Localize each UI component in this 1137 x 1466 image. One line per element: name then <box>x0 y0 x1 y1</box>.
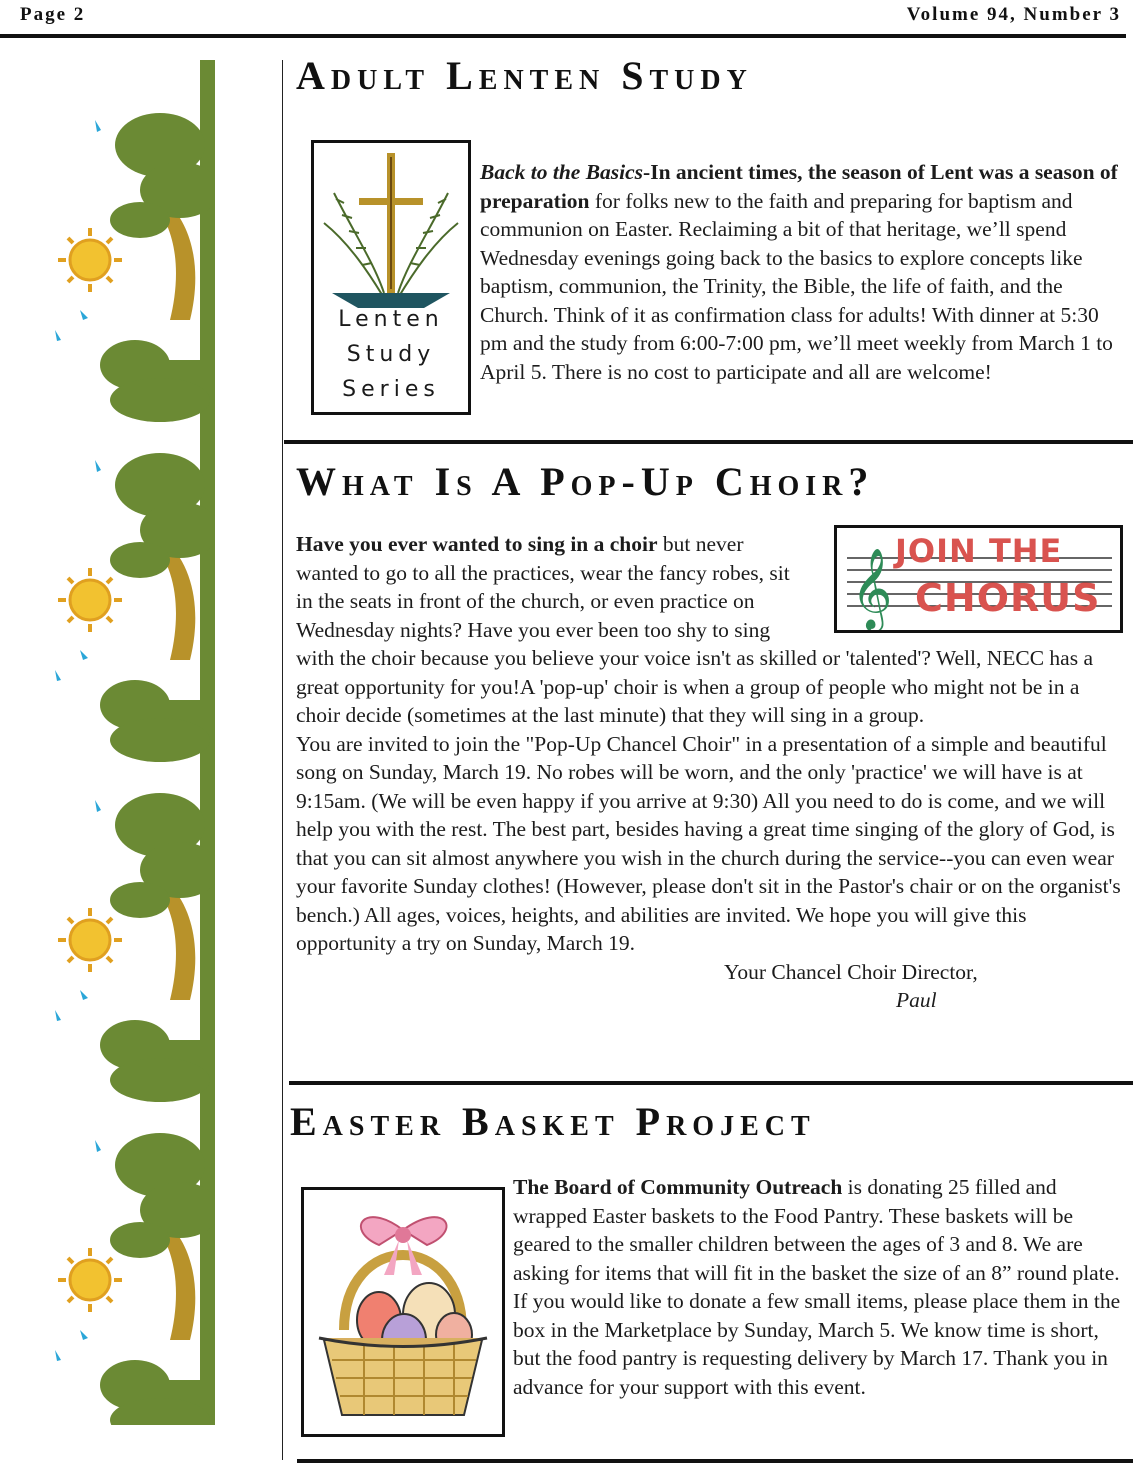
choir-p1-text: but never wanted to go to all the practices, wear the fancy robes, sit in the seats in front of the church, or even practice on Wednesday nights? Have you ever been too shy to sing with the choir because you believe your voice isn't as skilled or 'talented'? Well, NECC has a great opportunity for you!A 'pop-up' choir is when a group of people who might not be in a choir decide (sometimes at the last minute) that they will sing in a group. <box>296 532 1094 727</box>
choir-body <box>296 530 1126 1015</box>
choir-signature: Paul <box>896 988 937 1012</box>
section-title-easter: Easter Basket Project <box>290 1099 816 1144</box>
lenten-body <box>480 158 1126 386</box>
lenten-lead-bold: -In ancient times, the season of Lent was a season of preparation <box>480 160 1118 213</box>
easter-text: is donating 25 filled and wrapped Easter baskets to the Food Pantry. These baskets will be geared to the smaller children between the ages of 3 and 8. We are asking for items that will fit in the basket the size of an 8” round plate. If you would like to donate a few small items, please place them in the box in the Marketplace by Sunday, March 5. We know time is short, but the food pantry is requesting delivery by March 17. Thank you in advance for your support with this event. <box>513 1175 1121 1399</box>
logo-line-3: Series <box>342 377 440 402</box>
choir-lead-bold: Have you ever wanted to sing in a choir <box>296 532 658 556</box>
easter-lead-bold: The Board of Community Outreach <box>513 1175 843 1199</box>
lenten-study-logo <box>311 140 471 415</box>
treble-clef-icon: 𝄞 <box>851 547 893 629</box>
section-rule-1 <box>284 440 1133 444</box>
easter-basket-icon <box>304 1190 502 1434</box>
section-title-lenten: Adult Lenten Study <box>296 53 753 98</box>
choir-signoff: Your Chancel Choir Director, <box>724 959 978 984</box>
logo-line-2: Study <box>346 342 436 367</box>
section-rule-2 <box>289 1081 1133 1085</box>
easter-basket-image <box>301 1187 505 1437</box>
tree-border-decoration <box>40 60 215 1425</box>
footer-rule <box>297 1459 1133 1463</box>
header-rule <box>0 34 1126 38</box>
chorus-line-1: JOIN THE <box>895 532 1063 570</box>
logo-line-1: Lenten <box>338 307 444 332</box>
lenten-lead-italic: Back to the Basics <box>480 160 644 184</box>
lenten-text: for folks new to the faith and preparing for baptism and communion on Easter. Reclaiming a bit of that heritage, we’ll spend Wednesday evenings going back to the basics to explore concepts like baptism, communion, the Trinity, the Bible, the life of faith, and the Church. Think of it as confirmation class for adults! With dinner at 5:30 pm and the study from 6:00-7:00 pm, we’ll meet weekly from March 1 to April 5. There is no cost to participate and all are welcome! <box>480 188 1113 384</box>
page-number: Page 2 <box>20 4 86 25</box>
cross-palm-icon <box>314 143 468 411</box>
section-title-choir: What Is A Pop-Up Choir? <box>296 459 875 504</box>
choir-p2: You are invited to join the "Pop-Up Chancel Choir" in a presentation of a simple and beautiful song on Sunday, March 19. No robes will be worn, and the only 'practice' we will have is at 9:15am. (We will be even happy if you arrive at 9:30) All you need to do is come, and we will help you with the rest. The best part, besides having a great time singing of the glory of God, is that you can sit almost anywhere you wish in the church during the service--you can even wear your favorite Sunday clothes! (However, please don't sit in the Pastor's chair or on the organist's bench.) All ages, voices, heights, and abilities are invited. We hope you will give this opportunity a try on Sunday, March 19. <box>296 731 1121 955</box>
image-float-spacer <box>806 530 1126 635</box>
chorus-line-2: CHORUS <box>915 576 1101 620</box>
volume-number: Volume 94, Number 3 <box>906 4 1121 25</box>
column-divider <box>282 60 283 1460</box>
easter-body <box>513 1173 1125 1401</box>
